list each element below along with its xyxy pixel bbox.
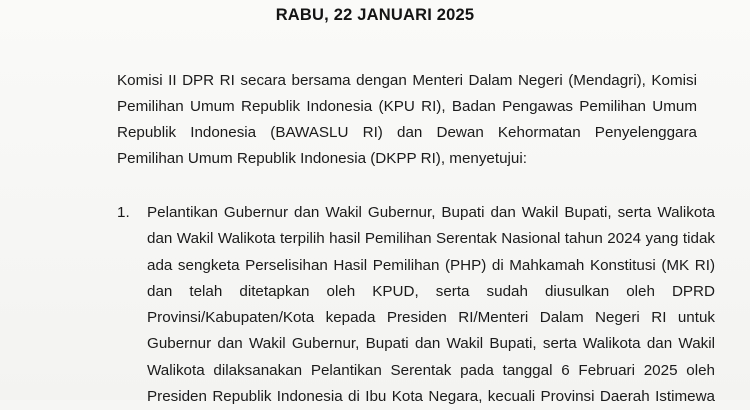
item-text-line: Presiden Republik Indonesia di Ibu Kota Negara, kecuali Provinsi Daerah Istimewa [147,388,715,406]
intro-paragraph: Komisi II DPR RI secara bersama dengan Menteri Dalam Negeri (Mendagri), Komisi Pemilihan Umum Republik Indonesia (KPU RI), Badan Pengawas Pemilihan Umum Republik Indonesia (BAWASLU RI) dan Dewan Kehormatan Penyelenggara Pemilihan Umum Republik Indonesia (DKPP RI), menyetujui: [117,72,697,167]
item-number: 1. [117,204,130,221]
item-text-line: Gubernur dan Wakil Gubernur, Bupati dan Wakil Bupati, serta Walikota dan Wakil [147,335,715,353]
item-text-line: ada sengketa Perselisihan Hasil Pemilihan (PHP) di Mahkamah Konstitusi (MK RI) [147,256,715,274]
date-heading: RABU, 22 JANUARI 2025 [275,6,475,24]
item-text-line: dan Wakil Walikota terpilih hasil Pemilihan Serentak Nasional tahun 2024 yang tidak [147,230,715,248]
item-text [147,200,715,410]
item-text-line: Provinsi/Kabupaten/Kota kepada Presiden RI/Menteri Dalam Negeri RI untuk [147,309,715,327]
item-text-line: Walikota dilaksanakan Pelantikan Serentak pada tanggal 6 Februari 2025 oleh [147,361,715,379]
item-text-line: dan telah ditetapkan oleh KPUD, serta sudah diusulkan oleh DPRD [147,282,715,300]
item-text-line: Pelantikan Gubernur dan Wakil Gubernur, Bupati dan Wakil Bupati, serta Walikota [147,204,715,221]
